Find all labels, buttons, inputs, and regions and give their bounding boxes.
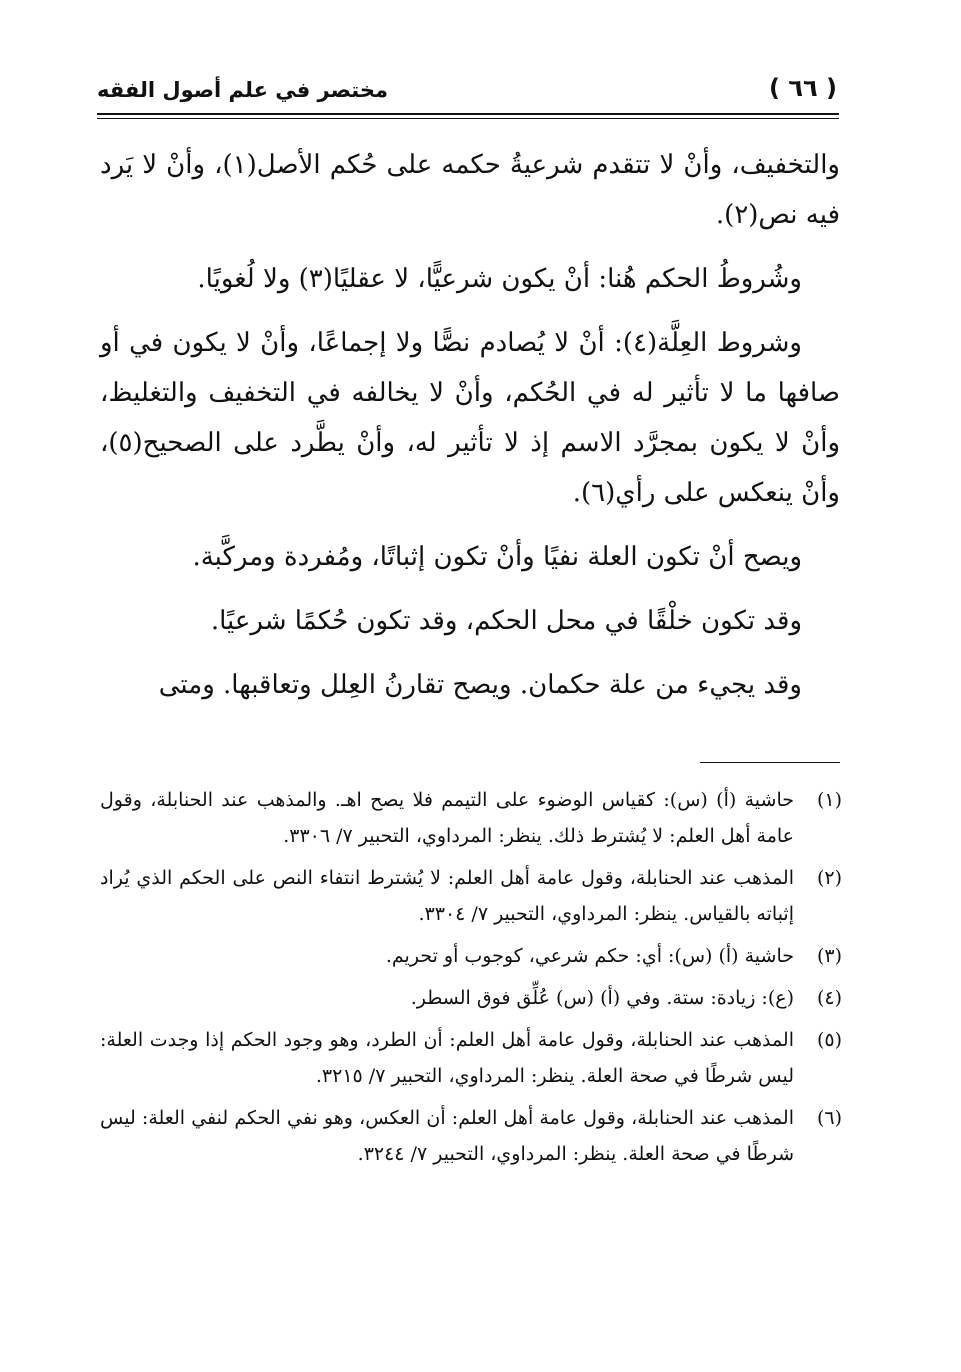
footnote-number: (١) (816, 789, 842, 811)
header-rule-thin (97, 118, 839, 119)
footnote (100, 1100, 842, 1172)
paragraph: ويصح أنْ تكون العلة نفيًا وأنْ تكون إثباتًا، ومُفردة ومركَّبة. (192, 542, 802, 572)
paragraph: وشروط العِلَّة(٤): أنْ لا يُصادم نصًّا ولا إجماعًا، وأنْ لا يكون في أو صافها ما لا تأثير له في الحُكم، وأنْ لا يخالفه في التخفيف والتغليظ، وأنْ لا يكون بمجرَّد الاسم إذ لا تأثير له، وأنْ يطَّرد على الصحيح(٥)، وأنْ ينعكس على رأي(٦). (100, 328, 840, 508)
footnote (100, 782, 842, 854)
footnote-text: المذهب عند الحنابلة، وقول عامة أهل العلم: أن العكس، وهو نفي الحكم لنفي العلة: ليس شرطًا في صحة العلة. ينظر: المرداوي، التحبير ٧/ ٣٢٤٤. (100, 1107, 794, 1165)
header-rule-thick (97, 113, 839, 115)
footnote (100, 860, 842, 932)
footnote (100, 938, 842, 974)
footnote-number: (٤) (816, 987, 842, 1009)
footnote-number: (٥) (816, 1029, 842, 1051)
footnote-number: (٢) (816, 867, 842, 889)
footnote (100, 980, 842, 1016)
footnote-text: حاشية (أ) (س): أي: حكم شرعي، كوجوب أو تحريم. (385, 945, 794, 967)
book-title: مختصر في علم أصول الفقه (97, 78, 389, 102)
footnote-separator (700, 762, 840, 763)
footnotes (100, 782, 842, 1178)
footnote-text: المذهب عند الحنابلة، وقول عامة أهل العلم: أن الطرد، وهو وجود الحكم إذا وجدت العلة: ليس شرطًا في صحة العلة. ينظر: المرداوي، التحبير ٧/ ٣٢١٥. (100, 1029, 794, 1087)
page-number: ( ٦٦ ) (769, 74, 837, 102)
main-text (100, 140, 840, 724)
footnote-number: (٣) (816, 945, 842, 967)
footnote-text: حاشية (أ) (س): كقياس الوضوء على التيمم فلا يصح اهـ. والمذهب عند الحنابلة، وقول عامة أهل العلم: لا يُشترط ذلك. ينظر: المرداوي، التحبير ٧/ ٣٣٠٦. (100, 789, 794, 847)
running-header (97, 72, 837, 112)
paragraph: والتخفيف، وأنْ لا تتقدم شرعيةُ حكمه على حُكم الأصل(١)، وأنْ لا يَرد فيه نص(٢). (100, 150, 840, 230)
footnote-text: (ع): زيادة: ستة. وفي (أ) (س) عُلِّق فوق السطر. (410, 987, 794, 1009)
paragraph: وقد يجيء من علة حكمان. ويصح تقارنُ العِلل وتعاقبها. ومتى (158, 670, 802, 700)
paragraph: وشُروطُ الحكم هُنا: أنْ يكون شرعيًّا، لا عقليًا(٣) ولا لُغويًا. (197, 264, 802, 294)
paragraph: وقد تكون خلْقًا في محل الحكم، وقد تكون حُكمًا شرعيًا. (210, 606, 802, 636)
footnote (100, 1022, 842, 1094)
footnote-number: (٦) (816, 1107, 842, 1129)
footnote-text: المذهب عند الحنابلة، وقول عامة أهل العلم: لا يُشترط انتفاء النص على الحكم الذي يُراد إثباته بالقياس. ينظر: المرداوي، التحبير ٧/ ٣٣٠٤. (100, 867, 794, 925)
